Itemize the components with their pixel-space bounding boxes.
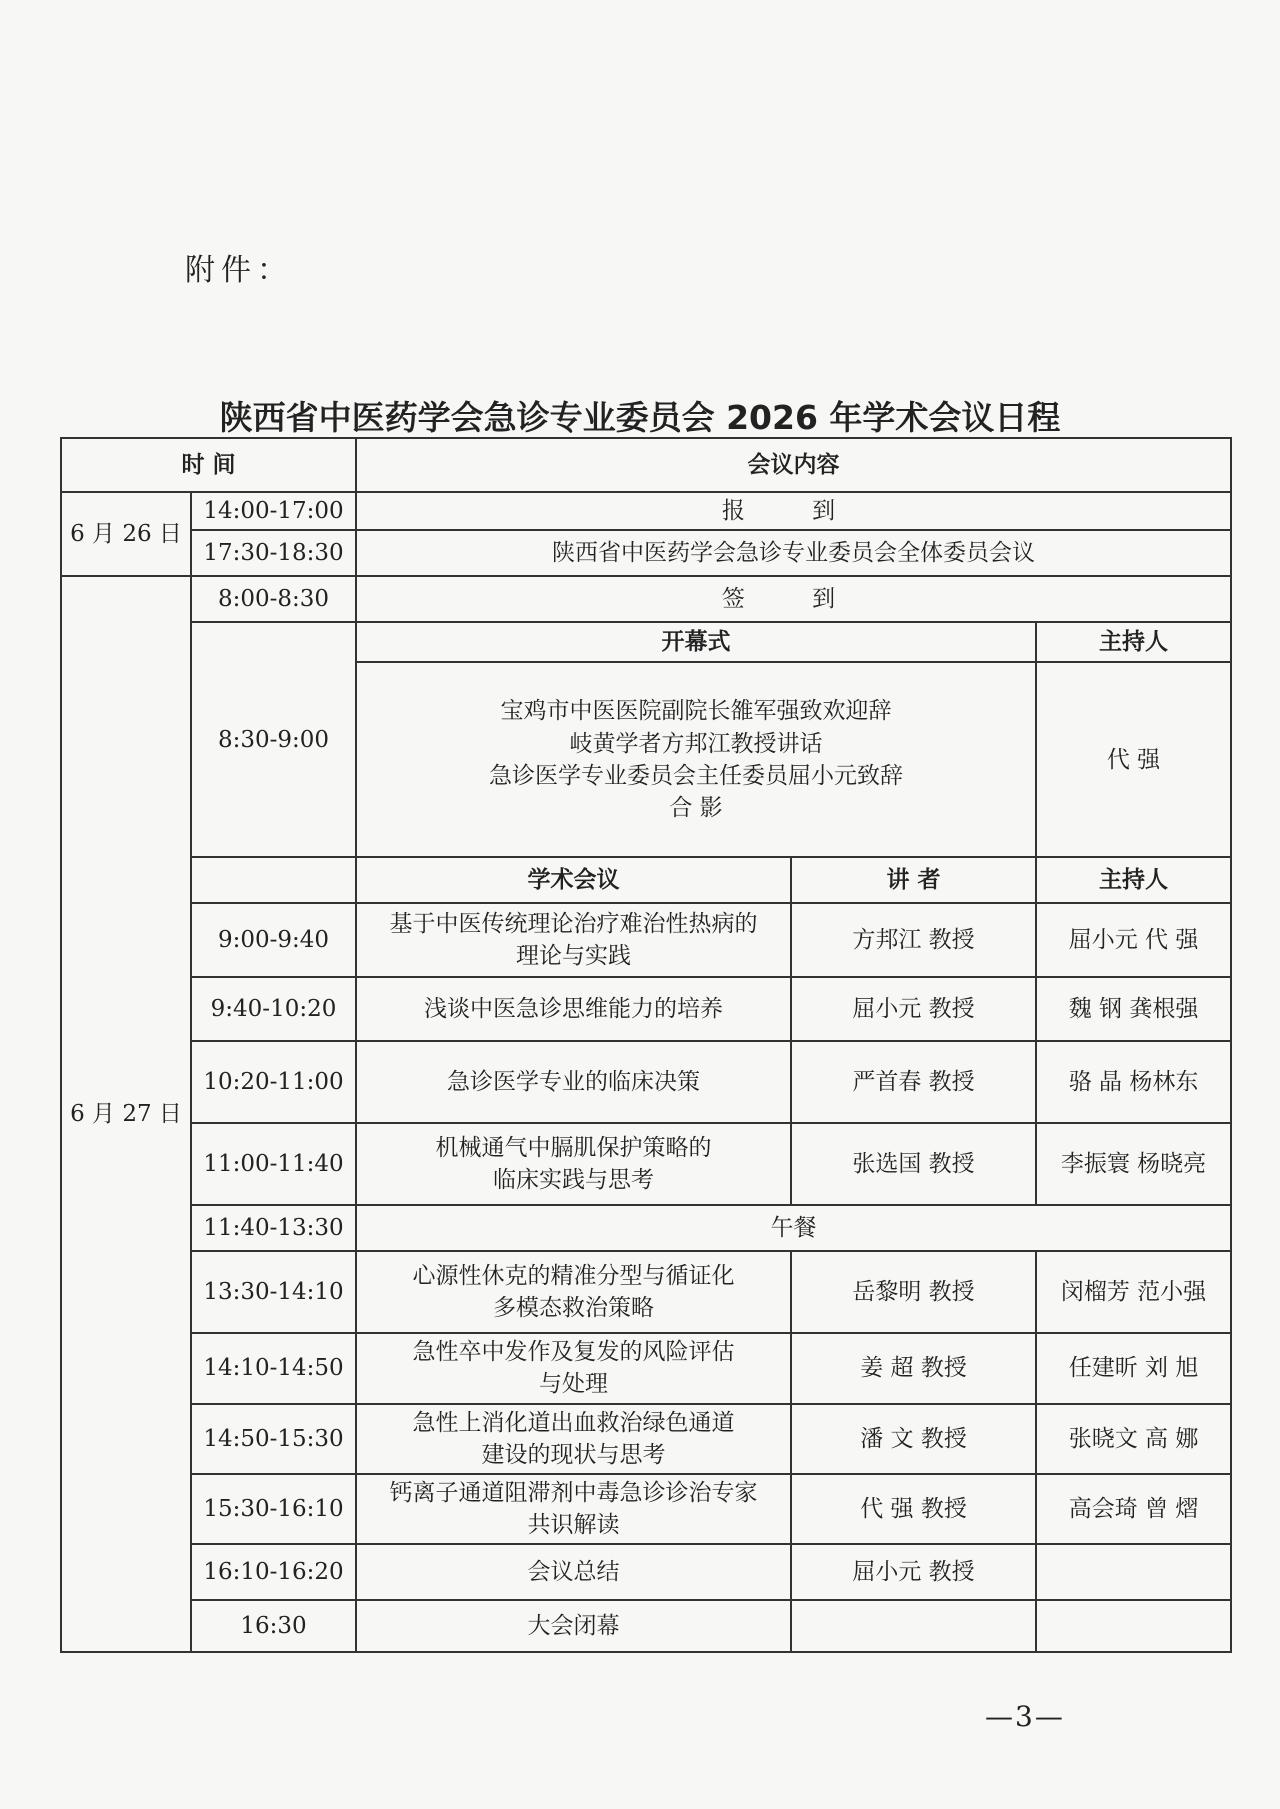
speaker-cell: [791, 1600, 1036, 1652]
topic-line: 急诊医学专业的临床决策: [447, 1069, 701, 1096]
time-cell: 17:30-18:30: [191, 530, 356, 576]
time-header: 时 间: [61, 438, 356, 492]
table-row: [61, 1251, 1231, 1333]
time-cell: 14:50-15:30: [191, 1404, 356, 1474]
topic-cell: [356, 1474, 791, 1544]
speaker-cell: 方邦江 教授: [791, 903, 1036, 977]
content-header: 会议内容: [356, 438, 1231, 492]
schedule-table: [60, 437, 1232, 1653]
time-cell: 10:20-11:00: [191, 1041, 356, 1123]
topic-line: 心源性休克的精准分型与循证化: [412, 1263, 735, 1289]
topic-cell: [356, 1544, 791, 1600]
topic-line: 钙离子通道阻滞剂中毒急诊诊治专家: [389, 1479, 758, 1506]
topic-line: 机械通气中膈肌保护策略的: [435, 1135, 712, 1161]
time-cell: 14:00-17:00: [191, 492, 356, 530]
topic-line: 会议总结: [527, 1559, 620, 1586]
host-cell: 李振寰 杨晓亮: [1036, 1123, 1231, 1205]
table-row: [61, 1123, 1231, 1205]
topic-cell: [356, 903, 791, 977]
time-cell: 9:40-10:20: [191, 977, 356, 1041]
content-cell: 报 到: [356, 492, 1231, 530]
speaker-cell: 屈小元 教授: [791, 977, 1036, 1041]
opening-ceremony-label: 开幕式: [356, 622, 1036, 662]
content-cell: 陕西省中医药学会急诊专业委员会全体委员会议: [356, 530, 1231, 576]
opening-line: 宝鸡市中医医院副院长雒军强致欢迎辞: [500, 698, 892, 725]
empty-time-cell: [191, 857, 356, 903]
host-cell: 高会琦 曾 熠: [1036, 1474, 1231, 1544]
table-row: [61, 1404, 1231, 1474]
time-cell: 11:00-11:40: [191, 1123, 356, 1205]
topic-cell: [356, 1123, 791, 1205]
topic-line: 急性卒中发作及复发的风险评估: [412, 1339, 735, 1366]
time-cell: 16:30: [191, 1600, 356, 1652]
table-row: [61, 492, 1231, 530]
topic-cell: [356, 1041, 791, 1123]
table-row: [61, 1333, 1231, 1403]
lunch-row: [61, 1205, 1231, 1251]
lunch-cell: 午餐: [356, 1205, 1231, 1251]
host-cell: 屈小元 代 强: [1036, 903, 1231, 977]
table-row: [61, 903, 1231, 977]
speaker-cell: 张选国 教授: [791, 1123, 1036, 1205]
speaker-cell: 岳黎明 教授: [791, 1251, 1036, 1333]
academic-header-row: [61, 857, 1231, 903]
academic-topic-header: 学术会议: [356, 857, 791, 903]
topic-line: 急性上消化道出血救治绿色通道: [412, 1409, 735, 1436]
topic-line: 大会闭幕: [527, 1613, 620, 1640]
table-row: [61, 1600, 1231, 1652]
opening-host-label: 主持人: [1036, 622, 1231, 662]
topic-line: 建设的现状与思考: [481, 1441, 666, 1468]
opening-program: [356, 662, 1036, 857]
topic-line: 理论与实践: [516, 943, 632, 970]
day2-date: 6 月 27 日: [61, 576, 191, 1652]
opening-line: 合 影: [669, 794, 723, 821]
speaker-cell: 潘 文 教授: [791, 1404, 1036, 1474]
time-cell: 8:30-9:00: [191, 622, 356, 857]
host-cell: [1036, 1600, 1231, 1652]
time-cell: 14:10-14:50: [191, 1333, 356, 1403]
table-row: [61, 1041, 1231, 1123]
time-cell: 9:00-9:40: [191, 903, 356, 977]
table-row: [61, 530, 1231, 576]
topic-line: 临床实践与思考: [493, 1167, 655, 1194]
table-row: [61, 977, 1231, 1041]
topic-cell: [356, 1404, 791, 1474]
topic-cell: [356, 1333, 791, 1403]
host-cell: [1036, 1544, 1231, 1600]
content-cell: 签 到: [356, 576, 1231, 622]
speaker-header: 讲 者: [791, 857, 1036, 903]
table-row: [61, 1474, 1231, 1544]
time-cell: 11:40-13:30: [191, 1205, 356, 1251]
host-cell: 任建昕 刘 旭: [1036, 1333, 1231, 1403]
host-cell: 张晓文 高 娜: [1036, 1404, 1231, 1474]
table-row: [61, 1544, 1231, 1600]
table-row: [61, 622, 1231, 662]
opening-line: 岐黄学者方邦江教授讲话: [569, 730, 823, 757]
topic-cell: [356, 977, 791, 1041]
speaker-cell: 屈小元 教授: [791, 1544, 1036, 1600]
time-cell: 13:30-14:10: [191, 1251, 356, 1333]
host-header: 主持人: [1036, 857, 1231, 903]
topic-line: 多模态救治策略: [493, 1295, 655, 1322]
table-header-row: [61, 438, 1231, 492]
time-cell: 16:10-16:20: [191, 1544, 356, 1600]
day1-date: 6 月 26 日: [61, 492, 191, 576]
opening-line: 急诊医学专业委员会主任委员屈小元致辞: [489, 762, 904, 789]
topic-cell: [356, 1251, 791, 1333]
speaker-cell: 姜 超 教授: [791, 1333, 1036, 1403]
host-cell: 魏 钢 龚根强: [1036, 977, 1231, 1041]
page-title: 陕西省中医药学会急诊专业委员会 2026 年学术会议日程: [219, 398, 1061, 437]
time-cell: 15:30-16:10: [191, 1474, 356, 1544]
topic-cell: [356, 1600, 791, 1652]
topic-line: 浅谈中医急诊思维能力的培养: [424, 996, 724, 1023]
host-cell: 闵榴芳 范小强: [1036, 1251, 1231, 1333]
time-cell: 8:00-8:30: [191, 576, 356, 622]
topic-line: 基于中医传统理论治疗难治性热病的: [389, 911, 758, 937]
speaker-cell: 代 强 教授: [791, 1474, 1036, 1544]
table-row: [61, 576, 1231, 622]
attachment-label: 附件：: [185, 253, 293, 288]
topic-line: 共识解读: [527, 1512, 620, 1539]
opening-host: 代 强: [1036, 662, 1231, 857]
page-number: —3—: [985, 1700, 1065, 1733]
topic-line: 与处理: [539, 1371, 609, 1398]
host-cell: 骆 晶 杨林东: [1036, 1041, 1231, 1123]
speaker-cell: 严首春 教授: [791, 1041, 1036, 1123]
